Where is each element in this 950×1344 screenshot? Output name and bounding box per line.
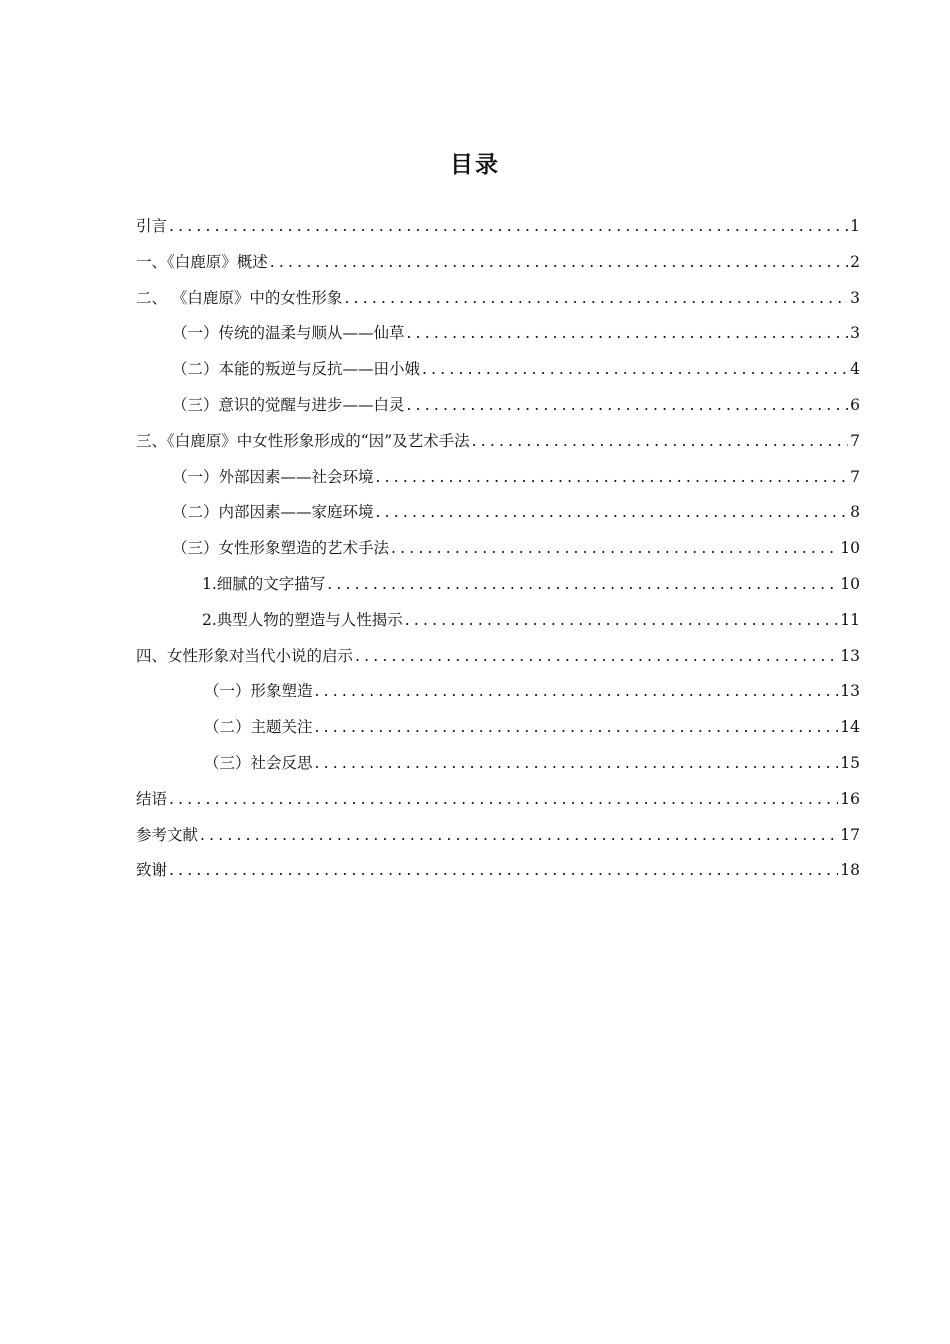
toc-entry-page: 11 bbox=[840, 610, 860, 629]
leader-dots bbox=[325, 567, 838, 603]
toc-entry-chapter-1[interactable] bbox=[136, 245, 860, 281]
toc-entry-page: 1 bbox=[850, 217, 860, 235]
toc-entry-page: 15 bbox=[840, 753, 860, 772]
toc-entry-label: 2.典型人物的塑造与人性揭示 bbox=[202, 610, 403, 629]
toc-entry-page: 10 bbox=[840, 574, 860, 593]
toc-entry-page: 14 bbox=[840, 718, 860, 737]
toc-entry-label: 三、《白鹿原》中女性形象形成的“因”及艺术手法 bbox=[136, 431, 470, 450]
table-of-contents bbox=[136, 209, 860, 889]
toc-entry-page: 7 bbox=[850, 467, 860, 486]
toc-entry-section-4-1[interactable] bbox=[136, 674, 860, 710]
toc-entry-page: 16 bbox=[840, 789, 860, 808]
toc-entry-section-3-2[interactable] bbox=[136, 495, 860, 531]
leader-dots bbox=[374, 460, 849, 496]
leader-dots bbox=[420, 352, 848, 388]
toc-entry-label: 四、女性形象对当代小说的启示 bbox=[136, 646, 354, 665]
toc-entry-page: 13 bbox=[840, 682, 860, 701]
toc-entry-section-2-1[interactable] bbox=[136, 316, 860, 352]
toc-entry-chapter-3[interactable] bbox=[136, 424, 860, 460]
toc-entry-section-3-1[interactable] bbox=[136, 460, 860, 496]
toc-entry-page: 10 bbox=[840, 539, 860, 558]
toc-entry-label: （三）社会反思 bbox=[204, 753, 313, 772]
toc-entry-section-4-2[interactable] bbox=[136, 710, 860, 746]
leader-dots bbox=[389, 531, 838, 567]
toc-entry-label: 引言 bbox=[136, 217, 168, 235]
toc-entry-label: （二）内部因素——家庭环境 bbox=[172, 503, 374, 522]
leader-dots bbox=[342, 281, 848, 317]
toc-entry-conclusion[interactable] bbox=[136, 782, 860, 818]
toc-entry-label: （三）女性形象塑造的艺术手法 bbox=[172, 539, 390, 558]
toc-entry-acknowledgements[interactable] bbox=[136, 853, 860, 889]
toc-entry-label: （二）本能的叛逆与反抗——田小娥 bbox=[172, 360, 421, 379]
toc-entry-label: 一、《白鹿原》概述 bbox=[136, 252, 268, 271]
toc-entry-section-2-2[interactable] bbox=[136, 352, 860, 388]
toc-entry-page: 3 bbox=[850, 324, 860, 343]
toc-entry-label: （一）形象塑造 bbox=[204, 682, 313, 701]
toc-entry-label: 1.细腻的文字描写 bbox=[202, 574, 326, 593]
leader-dots bbox=[167, 853, 838, 889]
leader-dots bbox=[313, 674, 839, 710]
leader-dots bbox=[268, 245, 848, 281]
toc-entry-label: 二、 《白鹿原》中的女性形象 bbox=[136, 288, 343, 307]
leader-dots bbox=[405, 316, 849, 352]
leader-dots bbox=[405, 388, 849, 424]
toc-entry-label: （一）传统的温柔与顺从——仙草 bbox=[172, 324, 405, 343]
leader-dots bbox=[313, 746, 839, 782]
leader-dots bbox=[167, 782, 838, 818]
toc-entry-label: 结语 bbox=[136, 789, 168, 808]
toc-entry-section-2-3[interactable] bbox=[136, 388, 860, 424]
toc-entry-section-3-3[interactable] bbox=[136, 531, 860, 567]
toc-entry-page: 2 bbox=[850, 252, 860, 271]
toc-entry-page: 13 bbox=[840, 646, 860, 665]
leader-dots bbox=[374, 495, 849, 531]
toc-entry-label: （三）意识的觉醒与进步——白灵 bbox=[172, 395, 405, 414]
toc-entry-references[interactable] bbox=[136, 818, 860, 854]
toc-entry-section-4-3[interactable] bbox=[136, 746, 860, 782]
leader-dots bbox=[403, 603, 838, 639]
leader-dots bbox=[353, 639, 838, 675]
toc-entry-chapter-2[interactable] bbox=[136, 281, 860, 317]
toc-entry-subsection-3-3-2[interactable] bbox=[136, 603, 860, 639]
toc-entry-intro[interactable] bbox=[136, 209, 860, 245]
toc-entry-page: 6 bbox=[850, 395, 860, 414]
toc-entry-page: 8 bbox=[850, 503, 860, 522]
toc-entry-label: 致谢 bbox=[136, 861, 168, 880]
toc-entry-label: 参考文献 bbox=[136, 825, 199, 844]
toc-entry-subsection-3-3-1[interactable] bbox=[136, 567, 860, 603]
leader-dots bbox=[313, 710, 839, 746]
toc-entry-label: （二）主题关注 bbox=[204, 718, 313, 737]
page-title: 目录 bbox=[450, 152, 500, 178]
toc-entry-page: 3 bbox=[850, 288, 860, 307]
leader-dots bbox=[198, 818, 838, 854]
leader-dots bbox=[167, 209, 848, 245]
toc-entry-page: 7 bbox=[850, 431, 860, 450]
leader-dots bbox=[470, 424, 849, 460]
toc-entry-page: 18 bbox=[840, 861, 860, 880]
toc-entry-chapter-4[interactable] bbox=[136, 639, 860, 675]
toc-entry-page: 17 bbox=[840, 825, 860, 844]
toc-entry-page: 4 bbox=[850, 360, 860, 379]
toc-entry-label: （一）外部因素——社会环境 bbox=[172, 467, 374, 486]
